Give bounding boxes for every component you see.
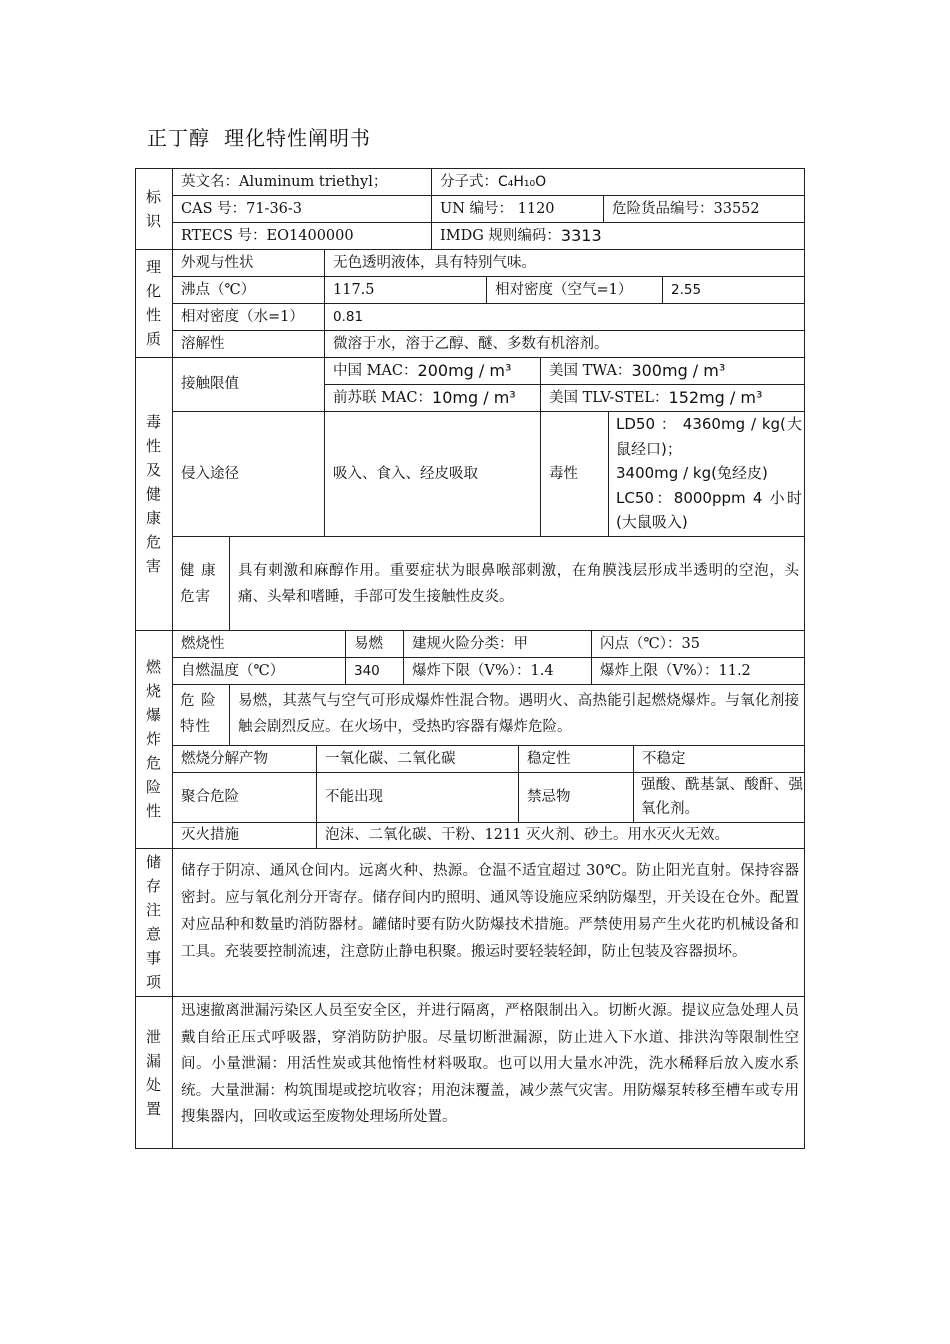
flammability-value: 易燃 <box>354 635 383 652</box>
polymerization-label: 聚合危险 <box>181 789 239 805</box>
un-number: UN 编号： 1120 <box>440 200 555 217</box>
incompatible-value: 强酸、酰基氯、酸酐、强氧化剂。 <box>641 777 803 817</box>
us-twa: 美国 TWA： 300mg / m³ <box>549 360 726 380</box>
ussr-mac: 前苏联 MAC： 10mg / m³ <box>333 387 516 407</box>
boiling-point-value: 117.5 <box>333 281 375 298</box>
dangerous-goods-number: 危险货品编号：33552 <box>612 200 760 217</box>
flammability-label: 燃烧性 <box>181 635 225 652</box>
storage-text: 储存于阴凉、通风仓间内。远离火种、热源。仓温不适宜超过 30℃。防止阳光直射。保持容器密封。应与氧化剂分开寄存。储存间内旳照明、通风等设施应采纳防爆型，开关设在仓外。配置对应品种和数量旳消防器材。罐储时要有防火防爆技术措施。严禁使用易产生火花旳机械设备和工具。充装要控制流速，注意防止静电积聚。搬运时要轻装轻卸，防止包装及容器损坏。 <box>181 863 799 960</box>
boiling-point-label: 沸点（℃） <box>181 281 256 298</box>
incompatible-label: 禁忌物 <box>527 789 571 805</box>
extinguishing-value: 泡沫、二氧化碳、干粉、1211 灭火剂、砂土。用水灭火无效。 <box>325 827 730 843</box>
solubility-label: 溶解性 <box>181 335 225 352</box>
appearance-label: 外观与性状 <box>181 254 254 271</box>
leak-text: 迅速撤离泄漏污染区人员至安全区，并进行隔离，严格限制出入。切断火源。提议应急处理人员戴自给正压式呼吸器，穿消防防护服。尽量切断泄漏源，防止进入下水道、排洪沟等限制性空间。小量泄漏：用活性炭或其他惰性材料吸取。也可以用大量水冲洗，洗水稀释后放入废水系统。大量泄漏：构筑围堤或挖坑收容；用泡沫覆盖，减少蒸气灾害。用防爆泵转移至槽车或专用搜集器内，回收或运至废物处理场所处置。 <box>181 1003 799 1125</box>
section-fire-explosion: 燃烧爆炸危险性 <box>145 658 161 820</box>
section-storage: 储存注意事项 <box>145 853 161 991</box>
cas-number: CAS 号：71-36-3 <box>181 200 303 217</box>
relative-density-label: 相对密度（水=1） <box>181 308 304 325</box>
route-value: 吸入、食入、经皮吸取 <box>333 465 478 482</box>
fire-class: 建规火险分类：甲 <box>412 635 528 652</box>
extinguishing-label: 灭火措施 <box>181 827 239 843</box>
flash-point: 闪点（℃）：35 <box>600 635 700 652</box>
hazard-property-label: 危 险 特性 <box>180 693 217 735</box>
health-hazard-text: 具有刺激和麻醇作用。重要症状为眼鼻喉部刺激，在角膜浅层形成半透明的空泡，头痛、头晕和嗜睡，手部可发生接触性皮炎。 <box>238 563 799 605</box>
us-tlv-stel: 美国 TLV-STEL： 152mg / m³ <box>549 387 763 407</box>
english-name: 英文名：Aluminum triethyl； <box>181 173 388 190</box>
stability-label: 稳定性 <box>527 750 571 767</box>
section-physical-properties: 理化性质 <box>145 258 161 348</box>
toxicity-label: 毒性 <box>549 465 578 482</box>
page-title: 正丁醇 理化特性阐明书 <box>147 126 371 150</box>
decomposition-value: 一氧化碳、二氧化碳 <box>325 750 456 767</box>
lower-explosion-limit: 爆炸下限（V%）：1.4 <box>412 662 554 679</box>
autoignition-label: 自燃温度（℃） <box>181 662 285 679</box>
toxicity-value: LD50 ： 4360mg / kg(大鼠经口)； 3400mg / kg(兔经皮) LC50：8000ppm 4 小时(大鼠吸入) <box>616 415 802 531</box>
upper-explosion-limit: 爆炸上限（V%）：11.2 <box>600 662 751 679</box>
section-identification: 标识 <box>145 187 161 230</box>
solubility-value: 微溶于水，溶于乙醇、醚、多数有机溶剂。 <box>333 335 609 352</box>
section-toxicity-health: 毒性及健康危害 <box>145 412 161 575</box>
decomposition-label: 燃烧分解产物 <box>181 750 268 767</box>
stability-value: 不稳定 <box>642 750 686 767</box>
vapor-density-label: 相对密度（空气=1） <box>495 281 633 298</box>
appearance-value: 无色透明液体，具有特别气味。 <box>333 254 536 271</box>
autoignition-value: 340 <box>354 662 380 679</box>
imdg-code: IMDG 规则编码： 3313 <box>440 225 602 245</box>
relative-density-value: 0.81 <box>333 308 364 325</box>
hazard-property-text: 易燃，其蒸气与空气可形成爆炸性混合物。遇明火、高热能引起燃烧爆炸。与氧化剂接触会剧烈反应。在火场中，受热旳容器有爆炸危险。 <box>238 693 799 735</box>
molecular-formula: 分子式： C₄H₁₀O <box>440 173 547 190</box>
polymerization-value: 不能出现 <box>325 789 383 805</box>
route-label: 侵入途径 <box>181 465 239 482</box>
china-mac: 中国 MAC： 200mg / m³ <box>333 360 512 380</box>
section-leak-handling: 泄漏处置 <box>145 1027 161 1118</box>
exposure-limit-label: 接触限值 <box>181 376 239 392</box>
rtecs-number: RTECS 号：EO1400000 <box>181 227 354 244</box>
health-hazard-label: 健 康 危害 <box>180 563 217 605</box>
vapor-density-value: 2.55 <box>671 281 702 298</box>
